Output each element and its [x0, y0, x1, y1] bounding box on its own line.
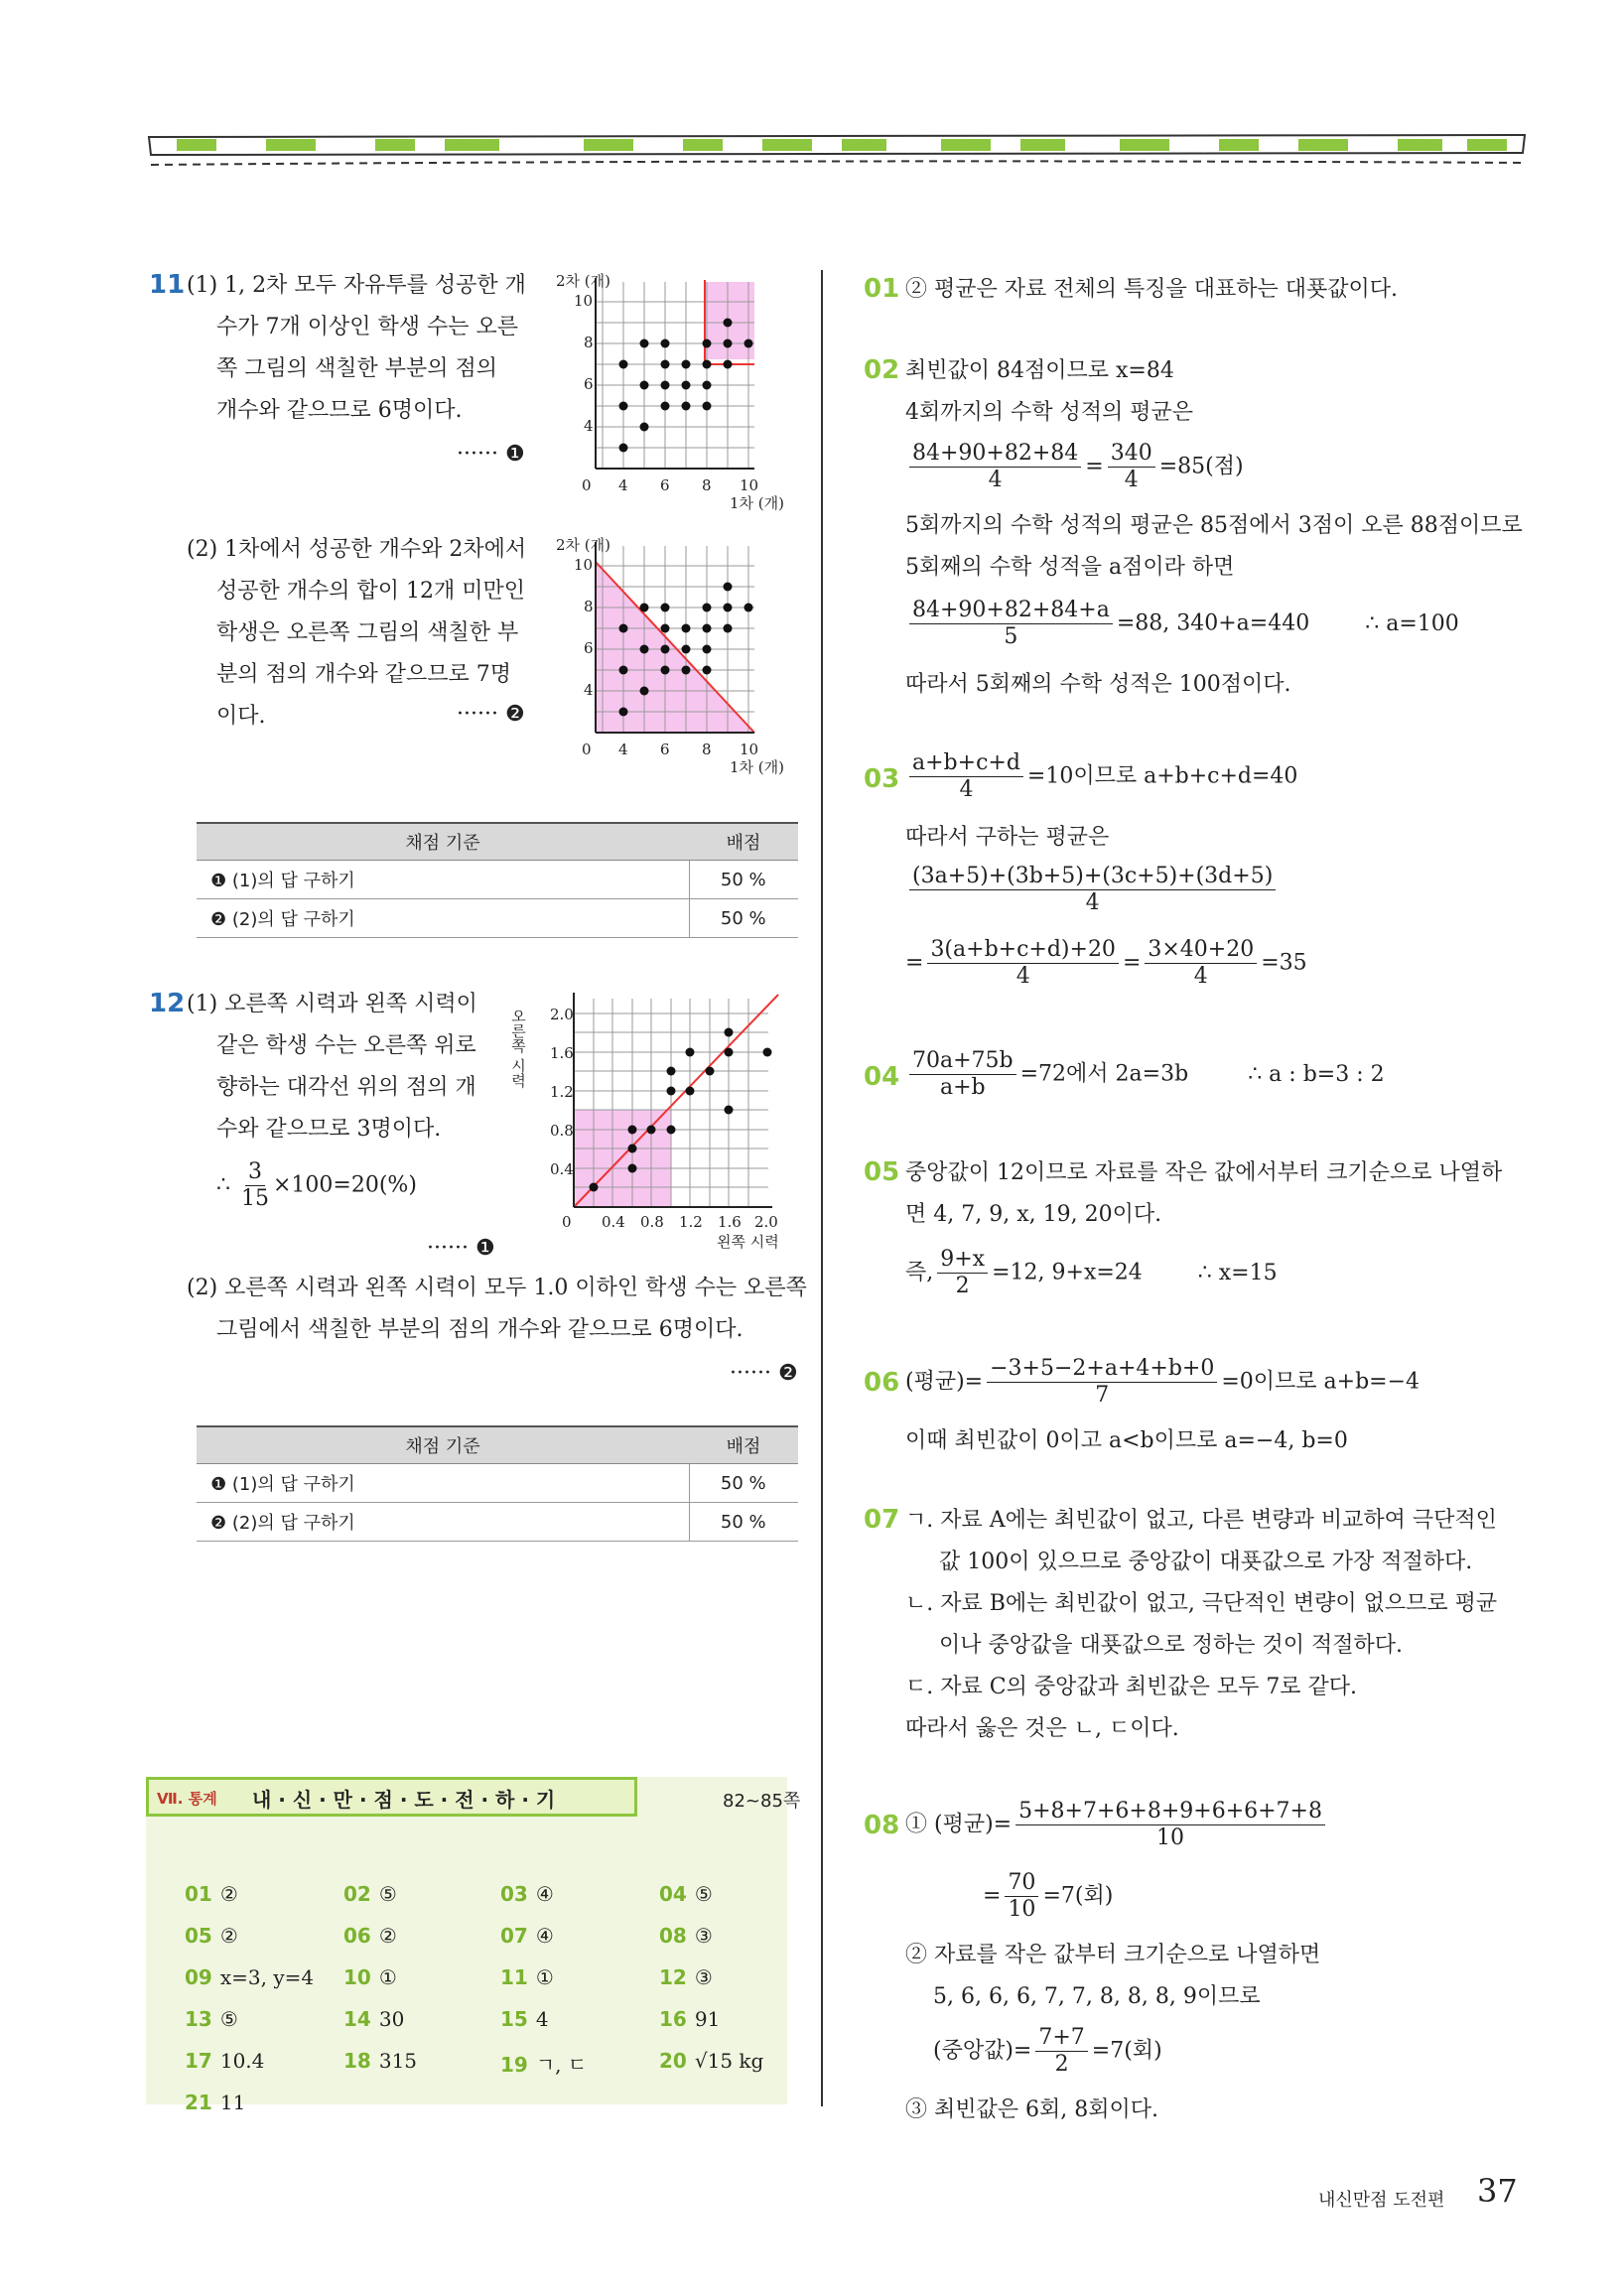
q08-line3: 5, 6, 6, 6, 7, 7, 8, 8, 8, 9이므로 [933, 1984, 1261, 2009]
column-divider [821, 270, 823, 2106]
page-number: 37 [1477, 2172, 1518, 2210]
q02-line3: 5회까지의 수학 성적의 평균은 85점에서 3점이 오른 88점이므로 [905, 513, 1523, 538]
q07-line5: ㄷ. 자료 C의 중앙값과 최빈값은 모두 7로 같다. [905, 1675, 1358, 1699]
answer-number: 08 [659, 1924, 687, 1948]
x-tick-4: 4 [618, 476, 628, 494]
q12-part1-line4: 수와 같으므로 3명이다. [216, 1117, 442, 1142]
scoring-table-2 [197, 1425, 798, 1542]
scatter-plot-q11-1 [556, 270, 814, 513]
answer-number: 07 [500, 1924, 528, 1948]
answer-item [500, 2007, 549, 2031]
q02-formula2: $\frac{84+90+82+84+a}{5}$ =88, 340+a=440 ∴ a=100 [905, 598, 1459, 650]
question-number-01: 01 [864, 274, 900, 304]
y-tick-1.6: 1.6 [550, 1044, 574, 1062]
q06-formula: (평균)= $\frac{-3+5-2+a+4+b+0}{7}$ =0이므로 a+b=−4 [905, 1356, 1421, 1408]
x-tick-0: 0 [562, 1213, 572, 1231]
q11-part1-line4: 개수와 같으므로 6명이다. [216, 398, 463, 423]
q07-line3: ㄴ. 자료 B에는 최빈값이 없고, 극단적인 변량이 없으므로 평균 [905, 1591, 1498, 1616]
q03-formula1: $\frac{a+b+c+d}{4}$ =10이므로 a+b+c+d=40 [905, 750, 1297, 803]
question-number-08: 08 [864, 1811, 900, 1840]
y-axis-label-3: 오른쪽 시력 [509, 1009, 527, 1088]
answer-item [343, 2049, 417, 2073]
q03-formula3: = $\frac{3(a+b+c+d)+20}{4}$ = $\frac{3\times 40+20}{4}$ =35 [905, 937, 1307, 989]
answer-number: 19 [500, 2053, 528, 2077]
answer-item [185, 1965, 314, 1989]
answer-number: 21 [185, 2091, 212, 2114]
y-tick-6: 6 [584, 639, 594, 657]
q11-mark2: ······ ❷ [457, 702, 525, 727]
x-axis-label-3: 왼쪽 시력 [717, 1233, 779, 1251]
scoring-table-1 [197, 822, 798, 938]
q08-formula1: ① (평균)= $\frac{5+8+7+6+8+9+6+6+7+8}{10}$ [905, 1799, 1329, 1851]
answer-value: 30 [378, 2007, 405, 2031]
answer-number: 12 [659, 1965, 687, 1989]
table-row: ❷ (2)의 답 구하기 50 % [197, 1503, 798, 1542]
q05-formula: 즉, $\frac{9+x}{2}$ =12, 9+x=24 ∴ x=15 [905, 1247, 1278, 1298]
answer-number: 16 [659, 2007, 687, 2031]
answer-item [343, 1882, 397, 1906]
q02-line4: 5회째의 수학 성적을 a점이라 하면 [905, 555, 1235, 580]
q07-line2: 값 100이 있으므로 중앙값이 대푯값으로 가장 적절하다. [939, 1550, 1473, 1574]
answer-number: 05 [185, 1924, 212, 1948]
answer-item [659, 1965, 713, 1989]
q11-part2-line4: 분의 점의 개수와 같으므로 7명 [216, 662, 511, 687]
answer-number: 17 [185, 2049, 212, 2073]
y-tick-4: 4 [584, 417, 594, 435]
q07-line4: 이나 중앙값을 대푯값으로 정하는 것이 적절하다. [939, 1633, 1404, 1658]
q12-part1-line2: 같은 학생 수는 오른쪽 위로 [216, 1033, 476, 1058]
x-axis-label-2: 1차 (개) [730, 758, 784, 776]
x-tick-6: 6 [660, 476, 670, 494]
answer-value: ③ [694, 1965, 713, 1989]
q02-line1: 최빈값이 84점이므로 x=84 [905, 358, 1174, 383]
table-header-points: 배점 [689, 1426, 798, 1464]
y-tick-10: 10 [574, 292, 594, 310]
q03-formula2: $\frac{(3a+5)+(3b+5)+(3c+5)+(3d+5)}{4}$ [905, 864, 1280, 916]
y-tick-1.2: 1.2 [550, 1083, 574, 1101]
x-tick-0.4: 0.4 [602, 1213, 625, 1231]
q11-part2-line3: 학생은 오른쪽 그림의 색칠한 부 [216, 620, 519, 645]
answer-number: 03 [500, 1882, 528, 1906]
y-axis-label-2: 2차 (개) [556, 536, 610, 554]
x-tick-4: 4 [618, 741, 628, 758]
y-axis-label-1: 2차 (개) [556, 272, 610, 290]
answer-value: 10.4 [219, 2049, 265, 2073]
q11-part1-line3: 쪽 그림의 색칠한 부분의 점의 [216, 356, 497, 381]
table-row: ❶ (1)의 답 구하기 50 % [197, 1464, 798, 1503]
y-tick-8: 8 [584, 334, 594, 351]
question-number-03: 03 [864, 764, 900, 794]
x-tick-0: 0 [582, 741, 592, 758]
answer-number: 18 [343, 2049, 371, 2073]
question-number-07: 07 [864, 1505, 900, 1535]
table-header-criteria: 채점 기준 [197, 1426, 689, 1464]
answer-value: √15 kg [694, 2049, 764, 2073]
table-header-points: 배점 [689, 823, 798, 861]
answer-value: 315 [378, 2049, 418, 2073]
q03-line2: 따라서 구하는 평균은 [905, 825, 1110, 850]
y-tick-0.4: 0.4 [550, 1160, 574, 1178]
answer-item [185, 2091, 245, 2114]
answer-value: x=3, y=4 [219, 1965, 315, 1989]
x-axis-label-1: 1차 (개) [730, 494, 784, 512]
q12-part2-line1: (2) 오른쪽 시력과 왼쪽 시력이 모두 1.0 이하인 학생 수는 오른쪽 [187, 1276, 807, 1300]
answer-value: ② [378, 1924, 397, 1948]
q05-line1: 중앙값이 12이므로 자료를 작은 값에서부터 크기순으로 나열하 [905, 1160, 1503, 1185]
table-header-criteria: 채점 기준 [197, 823, 689, 861]
x-tick-8: 8 [702, 741, 712, 758]
q11-part2-line2: 성공한 개수의 합이 12개 미만인 [216, 579, 525, 604]
answer-item [500, 2049, 587, 2078]
q12-part1-line1: (1) 오른쪽 시력과 왼쪽 시력이 [187, 992, 477, 1016]
answer-number: 04 [659, 1882, 687, 1906]
answer-item [500, 1965, 554, 1989]
answer-number: 11 [500, 1965, 528, 1989]
answer-value: ① [535, 1965, 554, 1989]
answer-item [343, 1965, 397, 1989]
q07-line1: ㄱ. 자료 A에는 최빈값이 없고, 다른 변량과 비교하여 극단적인 [905, 1508, 1497, 1533]
section-tag: Ⅶ. 통계 [157, 1790, 217, 1808]
answer-value: ④ [535, 1924, 554, 1948]
answer-value: 11 [219, 2091, 246, 2114]
q12-mark2: ······ ❷ [730, 1361, 798, 1386]
answer-value: ① [378, 1965, 397, 1989]
question-number-12: 12 [149, 989, 186, 1018]
answer-item [185, 2049, 264, 2073]
table-row: ❷ (2)의 답 구하기 50 % [197, 899, 798, 938]
book-title: 내신만점 도전편 [1318, 2190, 1445, 2211]
answer-number: 02 [343, 1882, 371, 1906]
q02-line5: 따라서 5회째의 수학 성적은 100점이다. [905, 672, 1291, 697]
table-row: ❶ (1)의 답 구하기 50 % [197, 861, 798, 899]
x-tick-0.8: 0.8 [640, 1213, 664, 1231]
answer-item [500, 1882, 554, 1906]
y-tick-10: 10 [574, 556, 594, 574]
q07-line6: 따라서 옳은 것은 ㄴ, ㄷ이다. [905, 1716, 1179, 1741]
answer-number: 01 [185, 1882, 212, 1906]
x-tick-1.2: 1.2 [679, 1213, 703, 1231]
answer-item [185, 2007, 238, 2031]
q08-line4: ③ 최빈값은 6회, 8회이다. [905, 2097, 1158, 2122]
answer-item [185, 1924, 238, 1948]
x-tick-10: 10 [740, 741, 759, 758]
answer-value: ⑤ [694, 1882, 713, 1906]
q01-text: ② 평균은 자료 전체의 특징을 대표하는 대푯값이다. [905, 277, 1398, 302]
answer-number: 14 [343, 2007, 371, 2031]
q04-formula: $\frac{70a+75b}{a+b}$ =72에서 2a=3b ∴ a : b=3 : 2 [905, 1048, 1385, 1101]
q11-mark1: ······ ❶ [457, 442, 525, 467]
answer-item [659, 1882, 713, 1906]
answer-value: ③ [694, 1924, 713, 1948]
q12-formula: ∴ $\frac{3}{15}$ ×100=20(%) [216, 1159, 417, 1211]
y-tick-8: 8 [584, 598, 594, 615]
y-tick-6: 6 [584, 375, 594, 393]
y-tick-4: 4 [584, 681, 594, 699]
answer-item [500, 1924, 554, 1948]
answer-key-header [146, 1777, 637, 1817]
answer-key-title: 내 · 신 · 만 · 점 · 도 · 전 · 하 · 기 [252, 1788, 556, 1812]
q02-formula1: $\frac{84+90+82+84}{4}$ = $\frac{340}{4}$ =85(점) [905, 441, 1244, 493]
y-tick-0.8: 0.8 [550, 1122, 574, 1140]
answer-value: ② [219, 1924, 238, 1948]
answer-item [343, 1924, 397, 1948]
answer-value: ㄱ, ㄷ [535, 2053, 588, 2077]
x-tick-8: 8 [702, 476, 712, 494]
q12-part2-line2: 그림에서 색칠한 부분의 점의 개수와 같으므로 6명이다. [216, 1317, 744, 1342]
answer-value: ⑤ [378, 1882, 397, 1906]
q08-formula2: = $\frac{70}{10}$ =7(회) [983, 1870, 1114, 1922]
x-tick-0: 0 [582, 476, 592, 494]
scatter-plot-q12 [509, 987, 796, 1253]
question-number-05: 05 [864, 1157, 900, 1187]
answer-value: 91 [694, 2007, 721, 2031]
q08-formula3: (중앙값)= $\frac{7+7}{2}$ =7(회) [933, 2025, 1162, 2077]
q08-line2: ② 자료를 작은 값부터 크기순으로 나열하면 [905, 1943, 1321, 1967]
question-number-04: 04 [864, 1062, 900, 1092]
answer-item [343, 2007, 404, 2031]
q06-line2: 이때 최빈값이 0이고 a<b이므로 a=−4, b=0 [905, 1428, 1348, 1453]
answer-item [659, 2049, 763, 2073]
answer-item [659, 2007, 720, 2031]
q11-part2-line5: 이다. [216, 704, 266, 729]
question-number-11: 11 [149, 270, 186, 300]
q05-line2: 면 4, 7, 9, x, 19, 20이다. [905, 1202, 1162, 1227]
answer-number: 10 [343, 1965, 371, 1989]
answer-number: 06 [343, 1924, 371, 1948]
header-band [147, 131, 1527, 173]
question-number-02: 02 [864, 355, 900, 385]
q02-line2: 4회까지의 수학 성적의 평균은 [905, 400, 1194, 425]
x-tick-6: 6 [660, 741, 670, 758]
answer-value: ⑤ [219, 2007, 238, 2031]
y-tick-2.0: 2.0 [550, 1006, 574, 1023]
answer-number: 20 [659, 2049, 687, 2073]
answer-number: 13 [185, 2007, 212, 2031]
x-tick-1.6: 1.6 [718, 1213, 742, 1231]
q12-part1-line3: 향하는 대각선 위의 점의 개 [216, 1075, 476, 1100]
answer-number: 15 [500, 2007, 528, 2031]
question-number-06: 06 [864, 1368, 900, 1398]
answer-value: ② [219, 1882, 238, 1906]
x-tick-10: 10 [740, 476, 759, 494]
answer-item [185, 1882, 238, 1906]
q12-mark1: ······ ❶ [427, 1236, 495, 1261]
answer-value: ④ [535, 1882, 554, 1906]
answer-number: 09 [185, 1965, 212, 1989]
q11-part2-line1: (2) 1차에서 성공한 개수와 2차에서 [187, 537, 527, 562]
q11-part1-line1: (1) 1, 2차 모두 자유투를 성공한 개 [187, 273, 526, 298]
x-tick-2.0: 2.0 [754, 1213, 778, 1231]
answer-value: 4 [535, 2007, 549, 2031]
q11-part1-line2: 수가 7개 이상인 학생 수는 오른 [216, 315, 518, 339]
scatter-plot-q11-2 [556, 534, 814, 782]
answer-key-pages: 82~85쪽 [723, 1791, 801, 1812]
answer-item [659, 1924, 713, 1948]
